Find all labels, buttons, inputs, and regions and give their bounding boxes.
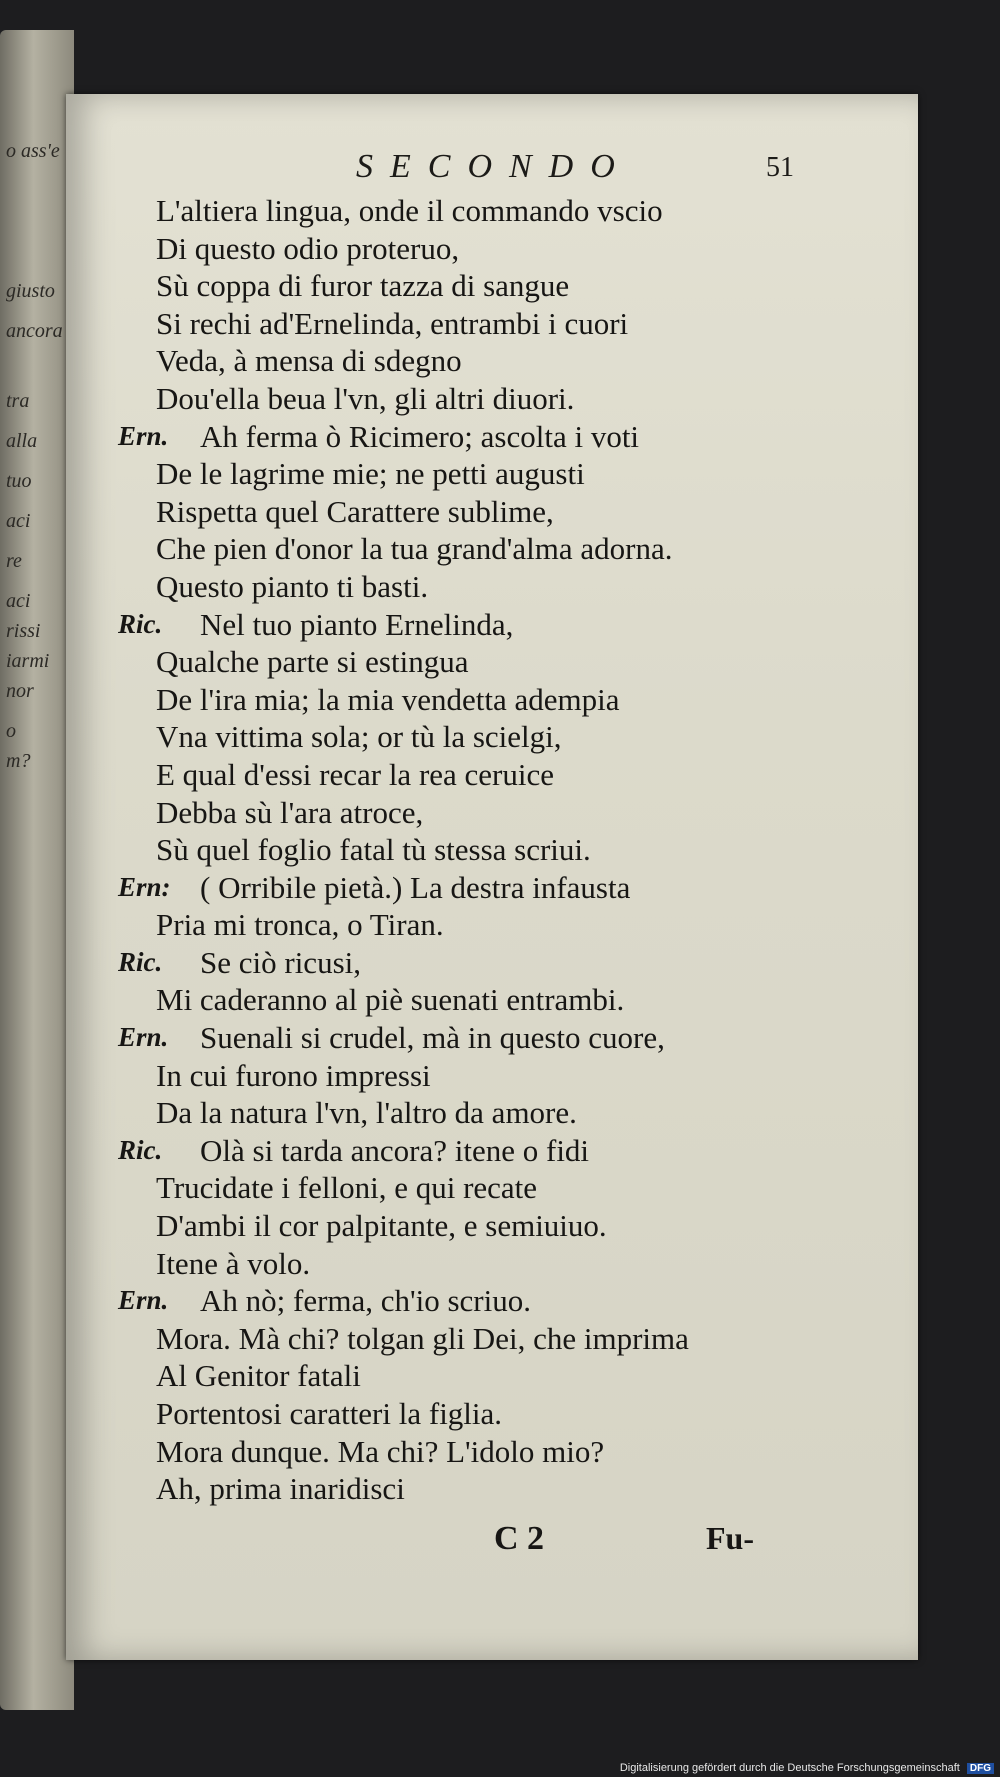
verse-line: [66, 981, 918, 1019]
verse-line: [66, 1357, 918, 1395]
verse-line-text: Ah nò; ferma, ch'io scriuo.: [200, 1283, 531, 1319]
left-page-fragment: rissi: [6, 620, 41, 642]
speaker-label: Ric.: [118, 608, 163, 639]
verse-line: [66, 1395, 918, 1433]
verse-line: [66, 944, 918, 982]
verse-line: [66, 831, 918, 869]
verse-line: [66, 643, 918, 681]
left-page-fragment: o: [6, 720, 16, 742]
verse-line-text: Portentosi caratteri la figlia.: [156, 1396, 503, 1431]
verse-line-text: ( Orribile pietà.) La destra infausta: [200, 869, 631, 905]
page-footer: [66, 1520, 918, 1570]
verse-line: [66, 568, 918, 606]
left-page-fragment: re: [6, 550, 22, 572]
verse-line: [66, 1057, 918, 1095]
verse-line-text: Ah, prima inaridisci: [156, 1471, 405, 1507]
verse-line: [66, 493, 918, 531]
verse-line: [66, 1132, 918, 1170]
left-page-edge: [0, 30, 74, 1710]
speaker-label: Ric.: [118, 946, 163, 977]
speaker-label: Ern.: [118, 1285, 169, 1316]
verse-line: [66, 530, 918, 568]
verse-line-text: D'ambi il cor palpitante, e semiuiuo.: [156, 1208, 607, 1244]
verse-line: [66, 1169, 918, 1207]
left-page-fragment: giusto: [6, 280, 55, 302]
verse-line-text: Si rechi ad'Ernelinda, entrambi i cuori: [156, 305, 629, 341]
verse-line-text: Mora dunque. Ma chi? L'idolo mio?: [156, 1433, 605, 1469]
verse-line: [66, 906, 918, 944]
verse-line: [66, 192, 918, 230]
running-head: [66, 148, 918, 192]
verse-line-text: De l'ira mia; la mia vendetta adempia: [156, 681, 620, 717]
verse-line-text: Ah ferma ò Ricimero; ascolta i voti: [200, 418, 640, 454]
left-page-fragment: aci: [6, 590, 31, 612]
page-header-title: SECONDO: [356, 148, 632, 185]
verse-line-text: Qualche parte si estingua: [156, 644, 469, 680]
verse-line-text: Che pien d'onor la tua grand'alma adorna.: [156, 531, 673, 567]
verse-line: [66, 1320, 918, 1358]
left-page-fragment: aci: [6, 510, 31, 532]
verse-line: [66, 1207, 918, 1245]
verse-line-text: E qual d'essi recar la rea ceruice: [156, 756, 555, 792]
verse-line-text: Suenali si crudel, mà in questo cuore,: [200, 1020, 665, 1056]
book-page: [66, 94, 918, 1660]
left-page-fragment: ancora: [6, 320, 63, 342]
verse-line-text: Itene à volo.: [156, 1245, 311, 1281]
verse-line: [66, 305, 918, 343]
speaker-label: Ern.: [118, 420, 169, 451]
left-page-fragment: alla: [6, 430, 38, 452]
verse-line: [66, 455, 918, 493]
speaker-label: Ern:: [118, 871, 171, 902]
verse-line: [66, 1433, 918, 1471]
verse-line: [66, 1019, 918, 1057]
verse-line-text: Al Genitor fatali: [156, 1358, 361, 1394]
page-number: 51: [766, 152, 794, 183]
dfg-logo: DFG: [967, 1763, 994, 1774]
verse-line: [66, 1245, 918, 1283]
signature-mark: C 2: [494, 1520, 545, 1557]
verse-line-text: Sù coppa di furor tazza di sangue: [156, 268, 570, 304]
verse-line-text: Dou'ella beua l'vn, gli altri diuori.: [156, 380, 575, 416]
left-page-fragment: iarmi: [6, 650, 50, 672]
left-page-fragment: nor: [6, 680, 34, 702]
left-page-fragment: o ass'e: [6, 140, 60, 162]
verse-text-block: [66, 192, 918, 1508]
verse-line: [66, 230, 918, 268]
verse-line: [66, 681, 918, 719]
speaker-label: Ern.: [118, 1022, 169, 1053]
verse-line-text: Debba sù l'ara atroce,: [156, 794, 424, 830]
left-page-fragment: tuo: [6, 470, 32, 492]
verse-line: [66, 756, 918, 794]
credit-text: Digitalisierung gefördert durch die Deutsche Forschungsgemeinschaft: [619, 1762, 960, 1774]
verse-line: [66, 718, 918, 756]
verse-line-text: Trucidate i felloni, e qui recate: [156, 1170, 538, 1206]
left-page-fragments: [2, 30, 72, 1710]
verse-line-text: Rispetta quel Carattere sublime,: [156, 493, 554, 529]
verse-line: [66, 869, 918, 907]
verse-line-text: L'altiera lingua, onde il commando vscio: [156, 193, 663, 228]
verse-line-text: Sù quel foglio fatal tù stessa scriui.: [156, 832, 591, 868]
verse-line: [66, 380, 918, 418]
verse-line: [66, 267, 918, 305]
verse-line-text: Veda, à mensa di sdegno: [156, 343, 462, 379]
verse-line-text: Olà si tarda ancora? itene o fidi: [200, 1132, 590, 1168]
verse-line-text: Nel tuo pianto Ernelinda,: [200, 606, 514, 642]
verse-line-text: Mi caderanno al piè suenati entrambi.: [156, 982, 625, 1018]
verse-line: [66, 606, 918, 644]
verse-line-text: Da la natura l'vn, l'altro da amore.: [156, 1095, 577, 1131]
verse-line: [66, 794, 918, 832]
verse-line-text: In cui furono impressi: [156, 1057, 431, 1093]
catchword: Fu-: [706, 1520, 754, 1556]
verse-line-text: Questo pianto ti basti.: [156, 568, 429, 604]
verse-line: [66, 1282, 918, 1320]
verse-line: [66, 418, 918, 456]
verse-line: [66, 1094, 918, 1132]
verse-line-text: Di questo odio proteruo,: [156, 230, 460, 266]
left-page-fragment: m?: [6, 750, 31, 772]
verse-line: [66, 1470, 918, 1508]
verse-line-text: De le lagrime mie; ne petti augusti: [156, 456, 585, 492]
verse-line: [66, 342, 918, 380]
digitization-credit: [620, 1762, 994, 1774]
verse-line-text: Se ciò ricusi,: [200, 944, 361, 980]
verse-line-text: Vna vittima sola; or tù la scielgi,: [156, 719, 562, 755]
verse-line-text: Pria mi tronca, o Tiran.: [156, 907, 444, 943]
left-page-fragment: tra: [6, 390, 30, 412]
verse-line-text: Mora. Mà chi? tolgan gli Dei, che imprima: [156, 1320, 689, 1356]
speaker-label: Ric.: [118, 1134, 163, 1165]
